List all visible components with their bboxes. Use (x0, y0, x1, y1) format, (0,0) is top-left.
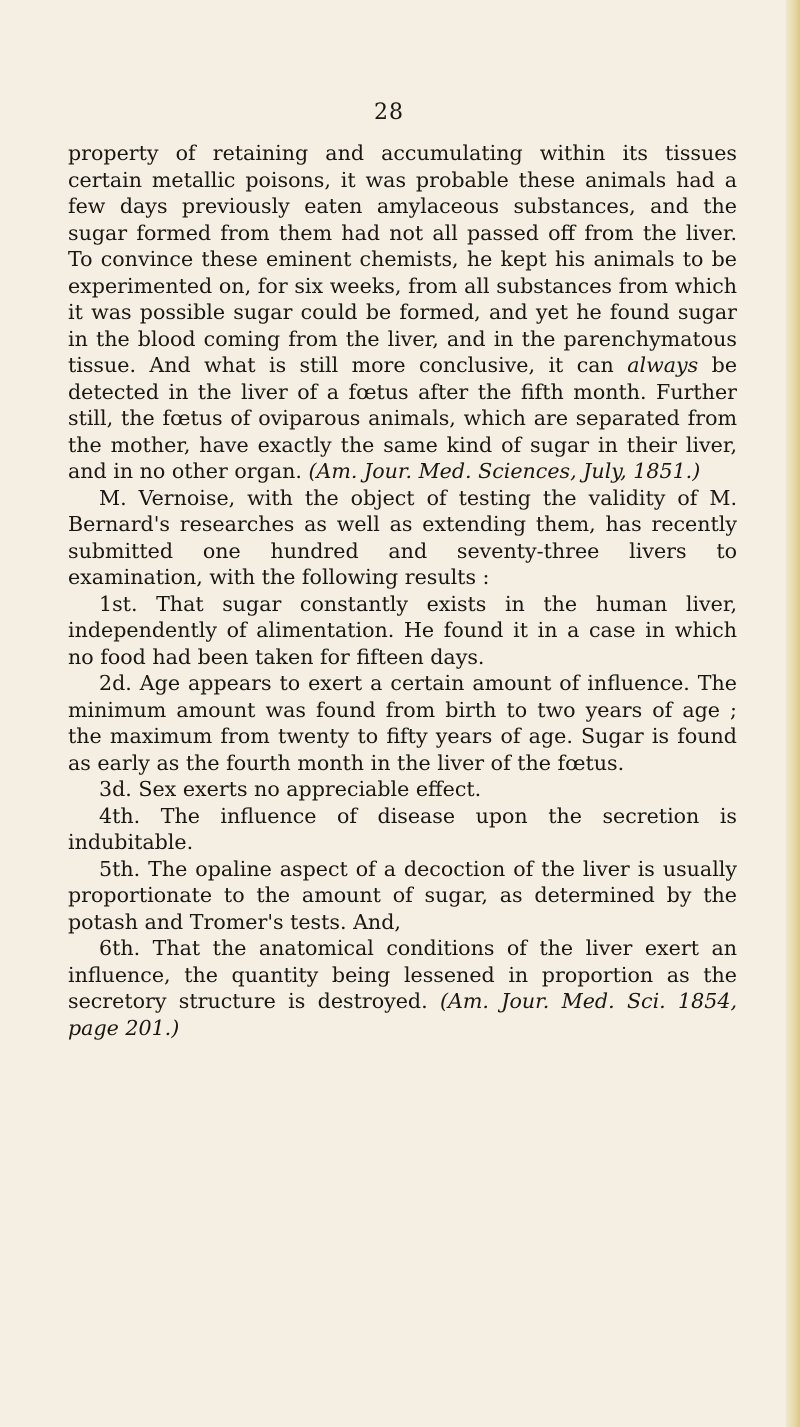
paragraph-text: property of retaining and accumulating within its tissues certain metallic poisons, it was probable these animals had a few days previously eaten amylaceous substances, and the sugar formed from them had not all passed off from the liver. To convince these eminent chemists, he kept his animals to be experimented on, for six weeks, from all substances from which it was possible sugar could be formed, and yet he found sugar in the blood coming from the liver, and in the parenchymatous tissue. And what is still more conclusive, it can (68, 141, 737, 377)
list-item-first: 1st. That sugar constantly exists in the human liver, independently of alimentation. He found it in a case in which no food had been taken for fifteen days. (68, 591, 737, 669)
paragraph: M. Vernoise, with the object of testing the validity of M. Bernard's researches as well as extending them, has recently submitted one hundred and seventy-three livers to examination, with the following results : (68, 485, 737, 589)
body-text (68, 140, 737, 1041)
list-item-third: 3d. Sex exerts no appreciable effect. (99, 777, 482, 801)
list-item-second: 2d. Age appears to exert a certain amount of influence. The minimum amount was found from birth to two years of age ; the maximum from twenty to fifty years of age. Sugar is found as early as the fourth month in the liver of the fœtus. (68, 671, 737, 775)
citation: (Am. Jour. Med. Sci. 1854, page 201.) (68, 989, 737, 1040)
italic-word: always (627, 353, 699, 377)
page-edge (786, 0, 800, 1427)
list-item-fourth: 4th. The influence of disease upon the secretion is indubitable. (68, 803, 737, 854)
paragraph-text: be detected in the liver of a fœtus after the fifth month. Further still, the fœtus of oviparous animals, which are separated from the mother, have exactly the same kind of sugar in their liver, and in no other organ. (68, 353, 738, 483)
list-item-fifth: 5th. The opaline aspect of a decoction of the liver is usually proportionate to the amount of sugar, as determined by the potash and Tromer's tests. And, (68, 856, 737, 934)
page-number: 28 (374, 100, 404, 125)
list-item-sixth (68, 935, 737, 1041)
paragraph-continuation (68, 140, 737, 485)
citation: (Am. Jour. Med. Sciences, July, 1851.) (308, 459, 701, 483)
paragraph-text: 6th. That the anatomical conditions of the liver exert an influence, the quantity being lessened in proportion as the secretory structure is destroyed. (68, 936, 737, 1013)
